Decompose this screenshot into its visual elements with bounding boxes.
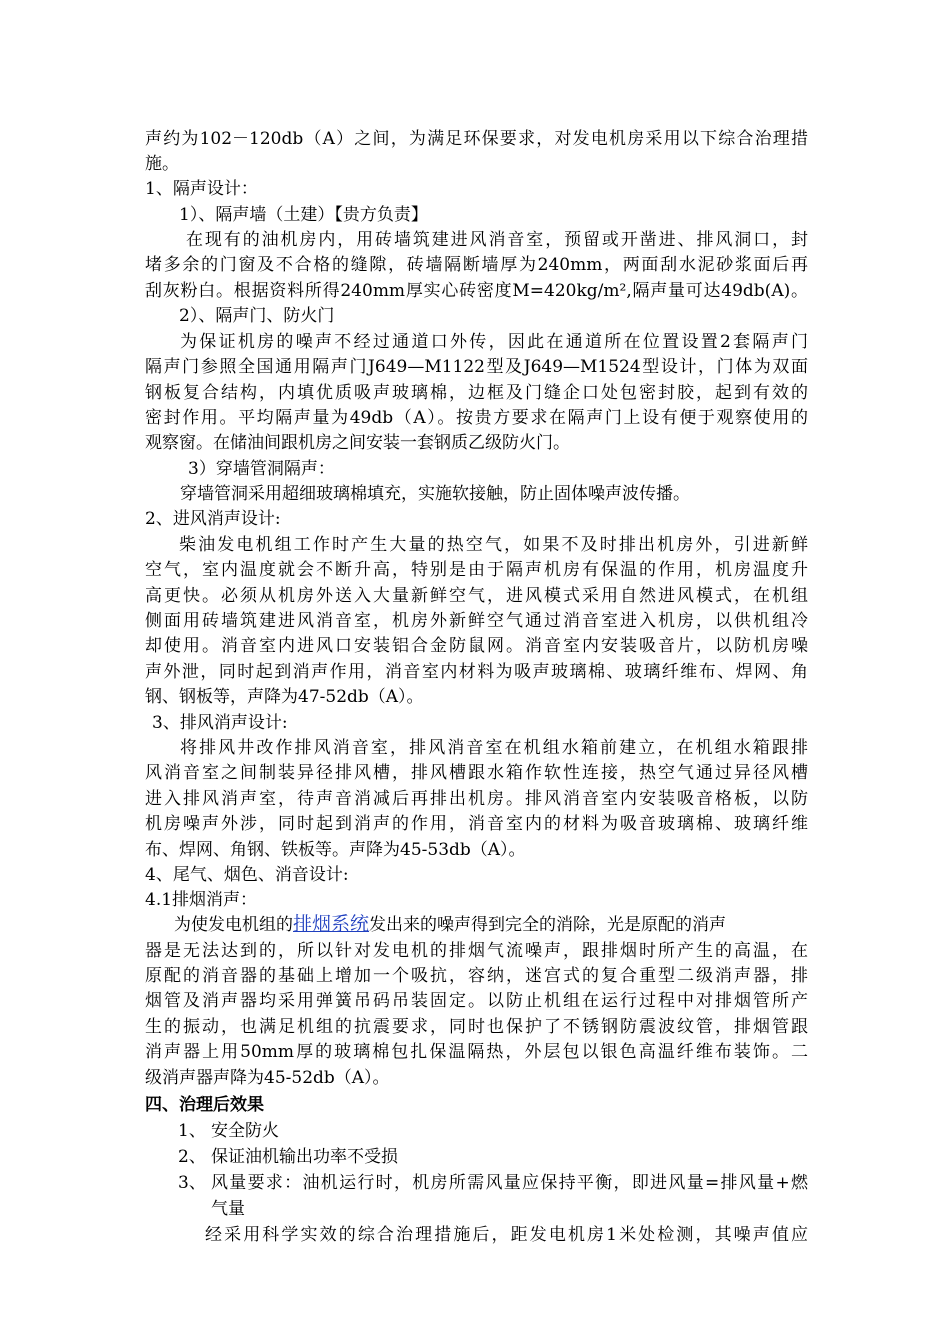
section-2-line-3: 高更快。必须从机房外送入大量新鲜空气，进风模式采用自然进风模式，在机组	[145, 586, 808, 606]
section-1-heading: 1、隔声设计：	[145, 179, 258, 199]
section-3-line-5: 布、焊网、角钢、铁板等。声降为45-53db（A）。	[145, 840, 526, 860]
effects-item-1-num: 1、	[178, 1121, 206, 1141]
section-4-line-2: 器是无法达到的，所以针对发电机的排烟气流噪声，跟排烟时所产生的高温，在	[145, 941, 808, 961]
effects-item-2-text: 保证油机输出功率不受损	[211, 1147, 398, 1167]
section-3-line-2: 风消音室之间制装异径排风槽，排风槽跟水箱作软性连接，热空气通过异径风槽	[145, 763, 808, 783]
section-1-sub2-line-5: 观察窗。在储油间跟机房之间安装一套钢质乙级防火门。	[145, 433, 570, 453]
intro-line-1: 声约为102－120db（A）之间，为满足环保要求，对发电机房采用以下综合治理措	[145, 129, 808, 149]
section-1-sub3-line-1: 穿墙管洞采用超细玻璃棉填充，实施软接触，防止固体噪声波传播。	[180, 484, 690, 504]
section-4-line-1-left	[174, 912, 726, 938]
effects-item-3-text: 风量要求：油机运行时，机房所需风量应保持平衡，即进风量=排风量+燃	[211, 1173, 808, 1193]
section-4-sub1-heading: 4.1排烟消声：	[145, 890, 258, 910]
section-4-line-3: 原配的消音器的基础上增加一个吸抗，容纳，迷宫式的复合重型二级消声器，排	[145, 966, 808, 986]
effects-heading: 四、治理后效果	[145, 1095, 264, 1115]
section-1-sub3-heading: 3）穿墙管洞隔声：	[188, 459, 335, 479]
section-1-sub2-line-2: 隔声门参照全国通用隔声门J649—M1122型及J649—M1524型设计，门体为双面	[145, 357, 808, 377]
section-2-line-7: 钢、钢板等，声降为47-52db（A）。	[145, 687, 424, 707]
section-3-line-4: 机房噪声外涉，同时起到消声的作用，消音室内的材料为吸音玻璃棉、玻璃纤维	[145, 814, 808, 834]
section-1-sub2-line-4: 密封作用。平均隔声量为49db（A）。按贵方要求在隔声门上设有便于观察使用的	[145, 408, 808, 428]
effects-item-3-cont: 气量	[211, 1199, 245, 1219]
exhaust-system-link[interactable]: 排烟系统	[293, 913, 370, 935]
section-2-line-2: 空气，室内温度就会不断升高，特别是由于隔声机房有保温的作用，机房温度升	[145, 560, 808, 580]
section-4-line-1-post: 发出来的噪声得到完全的消除，光是原配的消声	[369, 915, 727, 935]
section-1-sub1-line-2: 堵多余的门窗及不合格的缝隙，砖墙隔断墙厚为240mm，两面刮水泥砂浆面后再	[145, 255, 808, 275]
section-1-sub1-line-3: 刮灰粉白。根据资料所得240mm厚实心砖密度M=420kg/m²,隔声量可达49db(A)。	[145, 281, 808, 301]
section-4-line-4: 烟管及消声器均采用弹簧吊码吊装固定。以防止机组在运行过程中对排烟管所产	[145, 991, 808, 1011]
section-3-line-3: 进入排风消声室，待声音消减后再排出机房。排风消音室内安装吸音格板，以防	[145, 789, 808, 809]
section-2-line-5: 却使用。消音室内进风口安装铝合金防鼠网。消音室内安装吸音片，以防机房噪	[145, 636, 808, 656]
section-2-line-6: 声外泄，同时起到消声作用，消音室内材料为吸声玻璃棉、玻璃纤维布、焊网、角	[145, 662, 808, 682]
section-3-line-1: 将排风井改作排风消音室，排风消音室在机组水箱前建立，在机组水箱跟排	[180, 738, 808, 758]
section-1-sub1-heading: 1）、隔声墙（土建）【贵方负责】	[179, 205, 428, 225]
effects-item-3-num: 3、	[178, 1173, 206, 1193]
section-2-line-4: 侧面用砖墙筑建进风消音室，机房外新鲜空气通过消音室进入机房，以供机组冷	[145, 611, 808, 631]
effects-final-line: 经采用科学实效的综合治理措施后，距发电机房1米处检测，其噪声值应	[205, 1225, 808, 1245]
effects-item-1-text: 安全防火	[211, 1121, 279, 1141]
section-2-heading: 2、进风消声设计:	[145, 509, 281, 529]
section-1-sub2-line-3: 钢板复合结构，内填优质吸声玻璃棉，边框及门缝企口处包密封胶，起到有效的	[145, 383, 808, 403]
section-1-sub2-heading: 2）、隔声门、防火门	[179, 306, 335, 326]
intro-line-2: 施。	[145, 154, 179, 174]
section-4-line-1-pre: 为使发电机组的	[174, 915, 293, 935]
section-3-heading: 3、排风消声设计:	[152, 713, 288, 733]
section-2-line-1: 柴油发电机组工作时产生大量的热空气，如果不及时排出机房外，引进新鲜	[179, 535, 808, 555]
section-4-line-7: 级消声器声降为45-52db（A）。	[145, 1068, 390, 1088]
effects-item-2-num: 2、	[178, 1147, 206, 1167]
section-4-line-5: 生的振动，也满足机组的抗震要求，同时也保护了不锈钢防震波纹管，排烟管跟	[145, 1017, 808, 1037]
section-4-line-1	[174, 912, 808, 938]
section-1-sub1-line-1: 在现有的油机房内，用砖墙筑建进风消音室，预留或开凿进、排风洞口，封	[186, 230, 808, 250]
section-4-heading: 4、尾气、烟色、消音设计:	[145, 865, 349, 885]
section-4-line-6: 消声器上用50mm厚的玻璃棉包扎保温隔热，外层包以银色高温纤维布装饰。二	[145, 1042, 808, 1062]
section-1-sub2-line-1: 为保证机房的噪声不经过通道口外传，因此在通道所在位置设置2套隔声门	[180, 332, 808, 352]
